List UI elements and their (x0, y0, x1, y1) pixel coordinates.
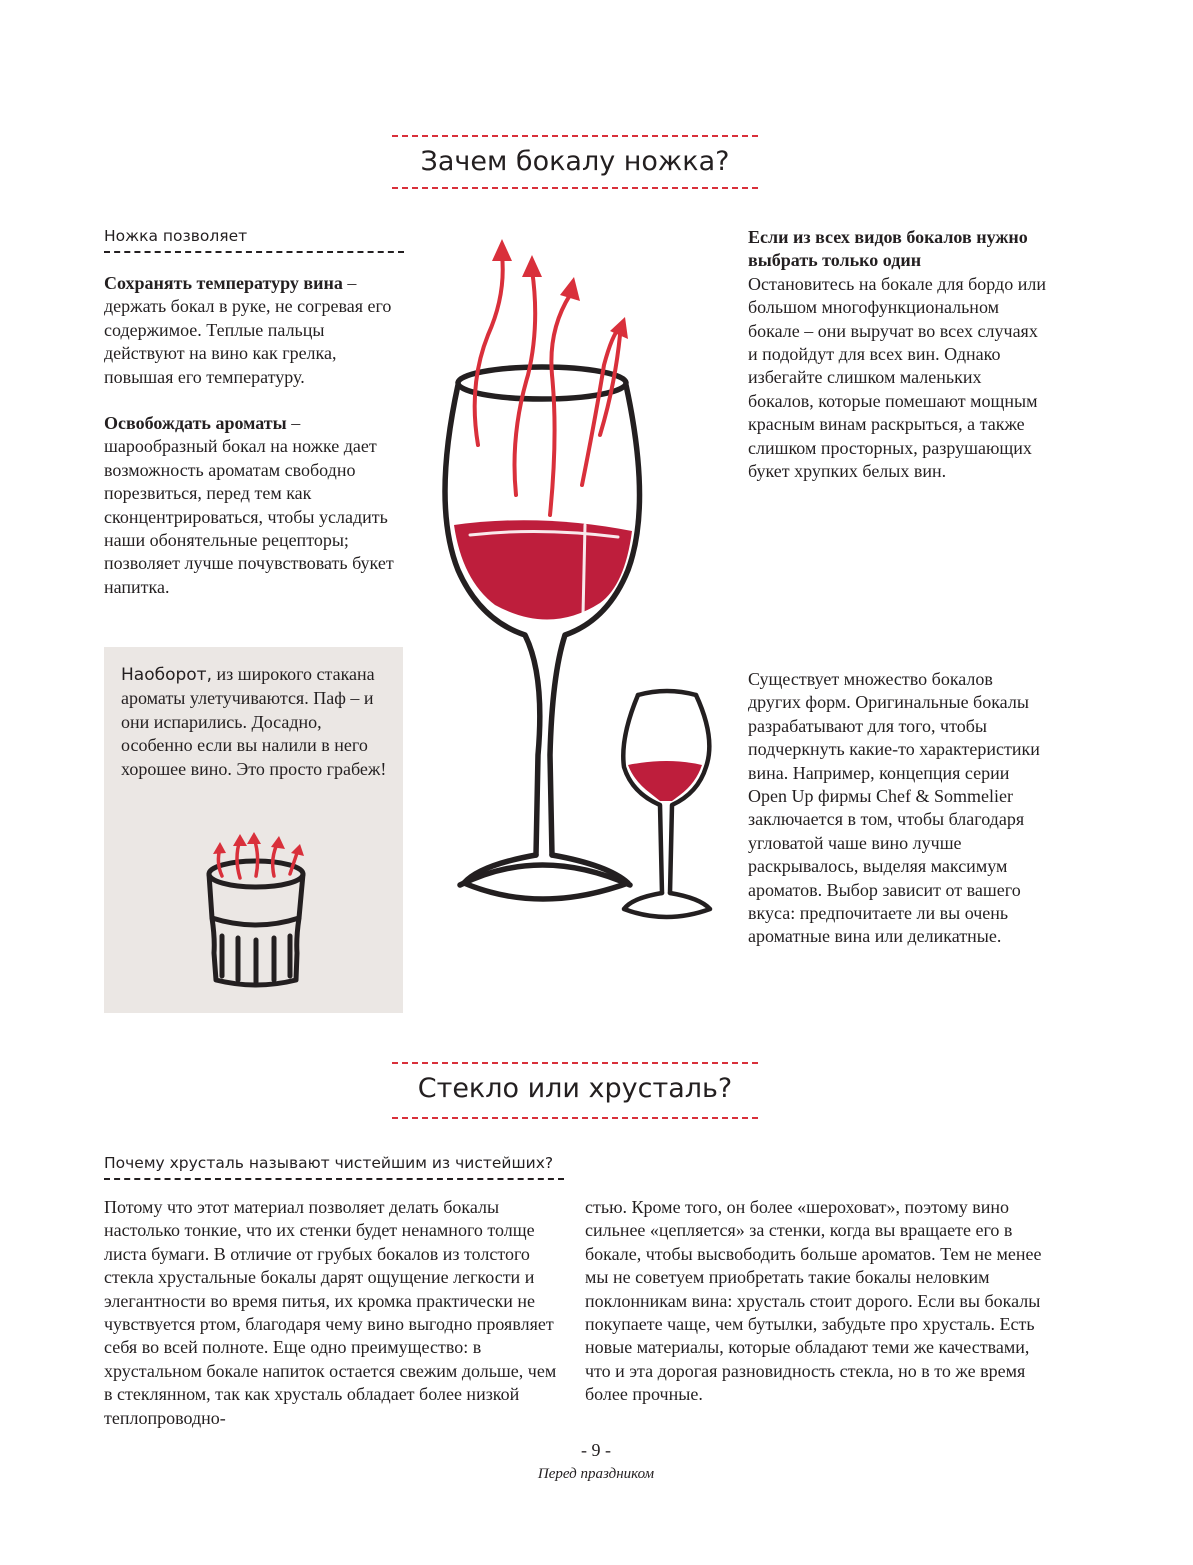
title-divider-top (392, 135, 758, 137)
crystal-text-col1: Потому что этот материал позволяет делать бокалы настолько тонкие, что их стенки будет ненамного толще листа бумаги. В отличие от грубых бокалов из толстого стекла хрустальные бокалы дарят ощущение легкости и элегантности во время питья, их кромка практически не чувствуется ртом, благодаря чему вино выгодно проявляет себя во всей полноте. Еще одно преимущество: в хрустальном бокале напиток остается свежим дольше, чем в стеклянном, так как хрусталь обладает более низкой теплопроводно- (104, 1197, 557, 1428)
tumbler-note-text (121, 663, 387, 781)
chapter-name: Перед праздником (537, 1466, 655, 1482)
benefit-temperature-desc: – держать бокал в руке, не согревая его содержимое. Теплые пальцы действуют на вино как грелка, повышая его температуру. (104, 273, 392, 387)
tumbler-note-lead: Наоборот, (121, 665, 212, 685)
stem-heading-divider (104, 251, 404, 253)
crystal-heading: Почему хрусталь называют чистейшим из чистейших? (104, 1154, 554, 1172)
benefit-aromas-title: Освобождать ароматы (104, 413, 287, 434)
choice-text (748, 226, 1048, 483)
title-divider-top-2 (392, 1062, 758, 1064)
stem-heading: Ножка позволяет (104, 227, 248, 245)
glass-shapes-text: Существует множество бокалов других форм. Оригинальные бокалы разрабатывают для того, чтобы подчеркнуть какие-то характеристики вина. Например, концепция серии Open Up фирмы Chef & Sommelier заключается в том, чтобы благодаря угловатой чаше вино лучше раскрывалось, выделяя максимум ароматов. Выбор зависит от вашего вкуса: предпочитаете ли вы очень ароматные вина или деликатные. (748, 669, 1040, 947)
title-divider-bottom-2 (392, 1117, 758, 1119)
section-title-crystal: Стекло или хрусталь? (417, 1073, 733, 1104)
section-title-stem: Зачем бокалу ножка? (420, 146, 730, 177)
crystal-text-col2: стью. Кроме того, он более «шероховат», поэтому вино сильнее «цепляется» за стенки, когда вы вращаете его в бокале, чтобы высвободить больше ароматов. Тем не менее мы не советуем приобретать такие бокалы неловким поклонникам вина: хрусталь стоит дорого. Если вы бокалы покупаете чаще, чем бутылки, забудьте про хрусталь. Есть новые материалы, которые обладают теми же качествами, что и эта дорогая разновидность стекла, но в то же время более прочные. (585, 1197, 1042, 1405)
choice-heading: Если из всех видов бокалов нужно выбрать только один (748, 227, 1028, 271)
choice-desc: Остановитесь на бокале для бордо или большом многофункциональном бокале – они выручат во всех случаях и подойдут для всех вин. Однако избегайте слишком маленьких бокалов, которые помешают мощным красным винам раскрыться, а также слишком просторных, разрушающих букет хрупких белых вин. (748, 273, 1046, 482)
title-divider-bottom (392, 187, 758, 189)
benefit-aromas-desc: – шарообразный бокал на ножке дает возможность ароматам свободно порезвиться, перед тем как сконцентрироваться, чтобы усладить наши обонятельные рецепторы; позволяет лучше почувствовать букет напитка. (104, 413, 394, 597)
benefit-aromas (104, 412, 404, 599)
page-number: - 9 - (581, 1440, 611, 1460)
small-tasting-glass-illustration (612, 683, 722, 933)
tumbler-illustration (198, 828, 313, 993)
stem-benefits-text (104, 272, 404, 622)
crystal-heading-divider (104, 1178, 564, 1180)
tumbler-note-desc: из широкого стакана ароматы улетучиваются. Паф – и они испарились. Досадно, особенно если вы налили в него хорошее вино. Это просто грабеж! (121, 664, 387, 779)
benefit-temperature (104, 272, 404, 389)
benefit-temperature-title: Сохранять температуру вина (104, 273, 343, 293)
